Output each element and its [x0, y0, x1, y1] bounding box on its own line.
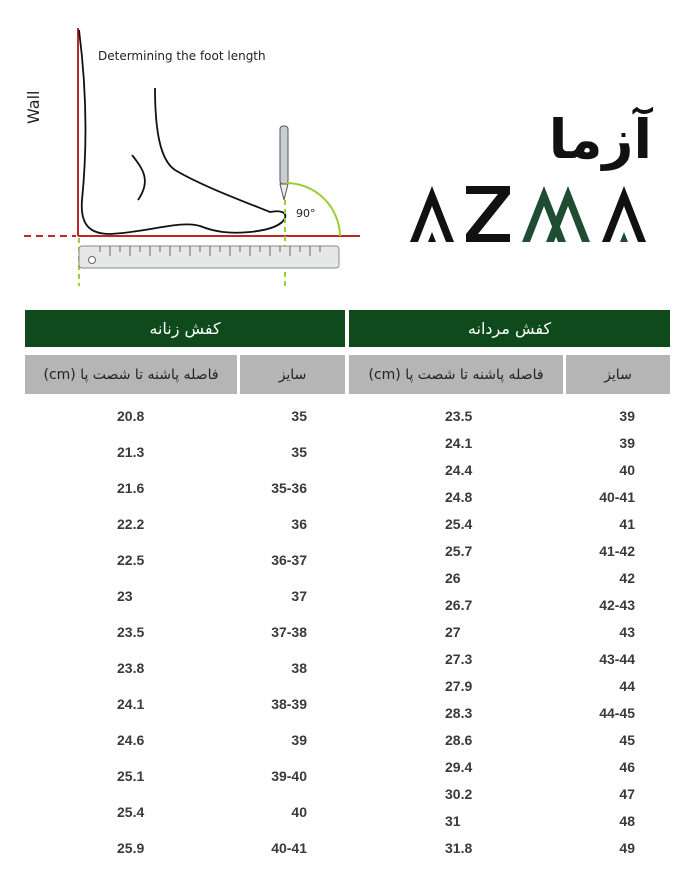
table-row: 23.8 38 — [117, 660, 307, 676]
table-row: 27.9 44 — [445, 678, 635, 694]
men-col-size-header: سایز — [566, 355, 670, 394]
table-row: 26.7 42-43 — [445, 597, 635, 613]
table-row: 24.1 38-39 — [117, 696, 307, 712]
men-column-headers — [349, 355, 670, 394]
table-row: 24.1 39 — [445, 435, 635, 451]
men-size-table — [349, 310, 670, 856]
table-row: 20.8 35 — [117, 408, 307, 424]
table-row: 24.8 40-41 — [445, 489, 635, 505]
table-row: 27.3 43-44 — [445, 651, 635, 667]
women-column-headers — [25, 355, 345, 394]
table-row: 25.4 41 — [445, 516, 635, 532]
wall-label: Wall — [24, 90, 43, 124]
men-table-title: کفش مردانه — [349, 310, 670, 347]
table-row: 25.9 40-41 — [117, 840, 307, 856]
table-row: 30.2 47 — [445, 786, 635, 802]
diagram-title: Determining the foot length — [98, 49, 266, 63]
logo-latin-mark — [410, 184, 670, 244]
table-row: 25.1 39-40 — [117, 768, 307, 784]
table-row: 25.4 40 — [117, 804, 307, 820]
table-row: 26 42 — [445, 570, 635, 586]
table-row: 28.3 44-45 — [445, 705, 635, 721]
foot-measurement-diagram — [0, 0, 360, 295]
women-col-length-header: فاصله پاشنه تا شصت پا (cm) — [25, 355, 237, 394]
table-row: 21.3 35 — [117, 444, 307, 460]
table-row: 23 37 — [117, 588, 307, 604]
table-row: 25.7 41-42 — [445, 543, 635, 559]
table-row: 28.6 45 — [445, 732, 635, 748]
women-size-table — [25, 310, 345, 856]
foot-illustration — [0, 0, 360, 295]
women-table-title: کفش زنانه — [25, 310, 345, 347]
table-row: 23.5 37-38 — [117, 624, 307, 640]
table-row: 23.5 39 — [445, 408, 635, 424]
angle-label: 90° — [296, 207, 316, 220]
brand-logo — [410, 100, 670, 250]
men-col-length-header: فاصله پاشنه تا شصت پا (cm) — [349, 355, 563, 394]
table-row: 24.4 40 — [445, 462, 635, 478]
women-col-size-header: سایز — [240, 355, 345, 394]
table-row: 22.2 36 — [117, 516, 307, 532]
table-row: 21.6 35-36 — [117, 480, 307, 496]
table-row: 31 48 — [445, 813, 635, 829]
table-row: 31.8 49 — [445, 840, 635, 856]
table-row: 24.6 39 — [117, 732, 307, 748]
logo-persian-text: آزما — [548, 108, 652, 171]
table-row: 22.5 36-37 — [117, 552, 307, 568]
table-row: 29.4 46 — [445, 759, 635, 775]
table-row: 27 43 — [445, 624, 635, 640]
